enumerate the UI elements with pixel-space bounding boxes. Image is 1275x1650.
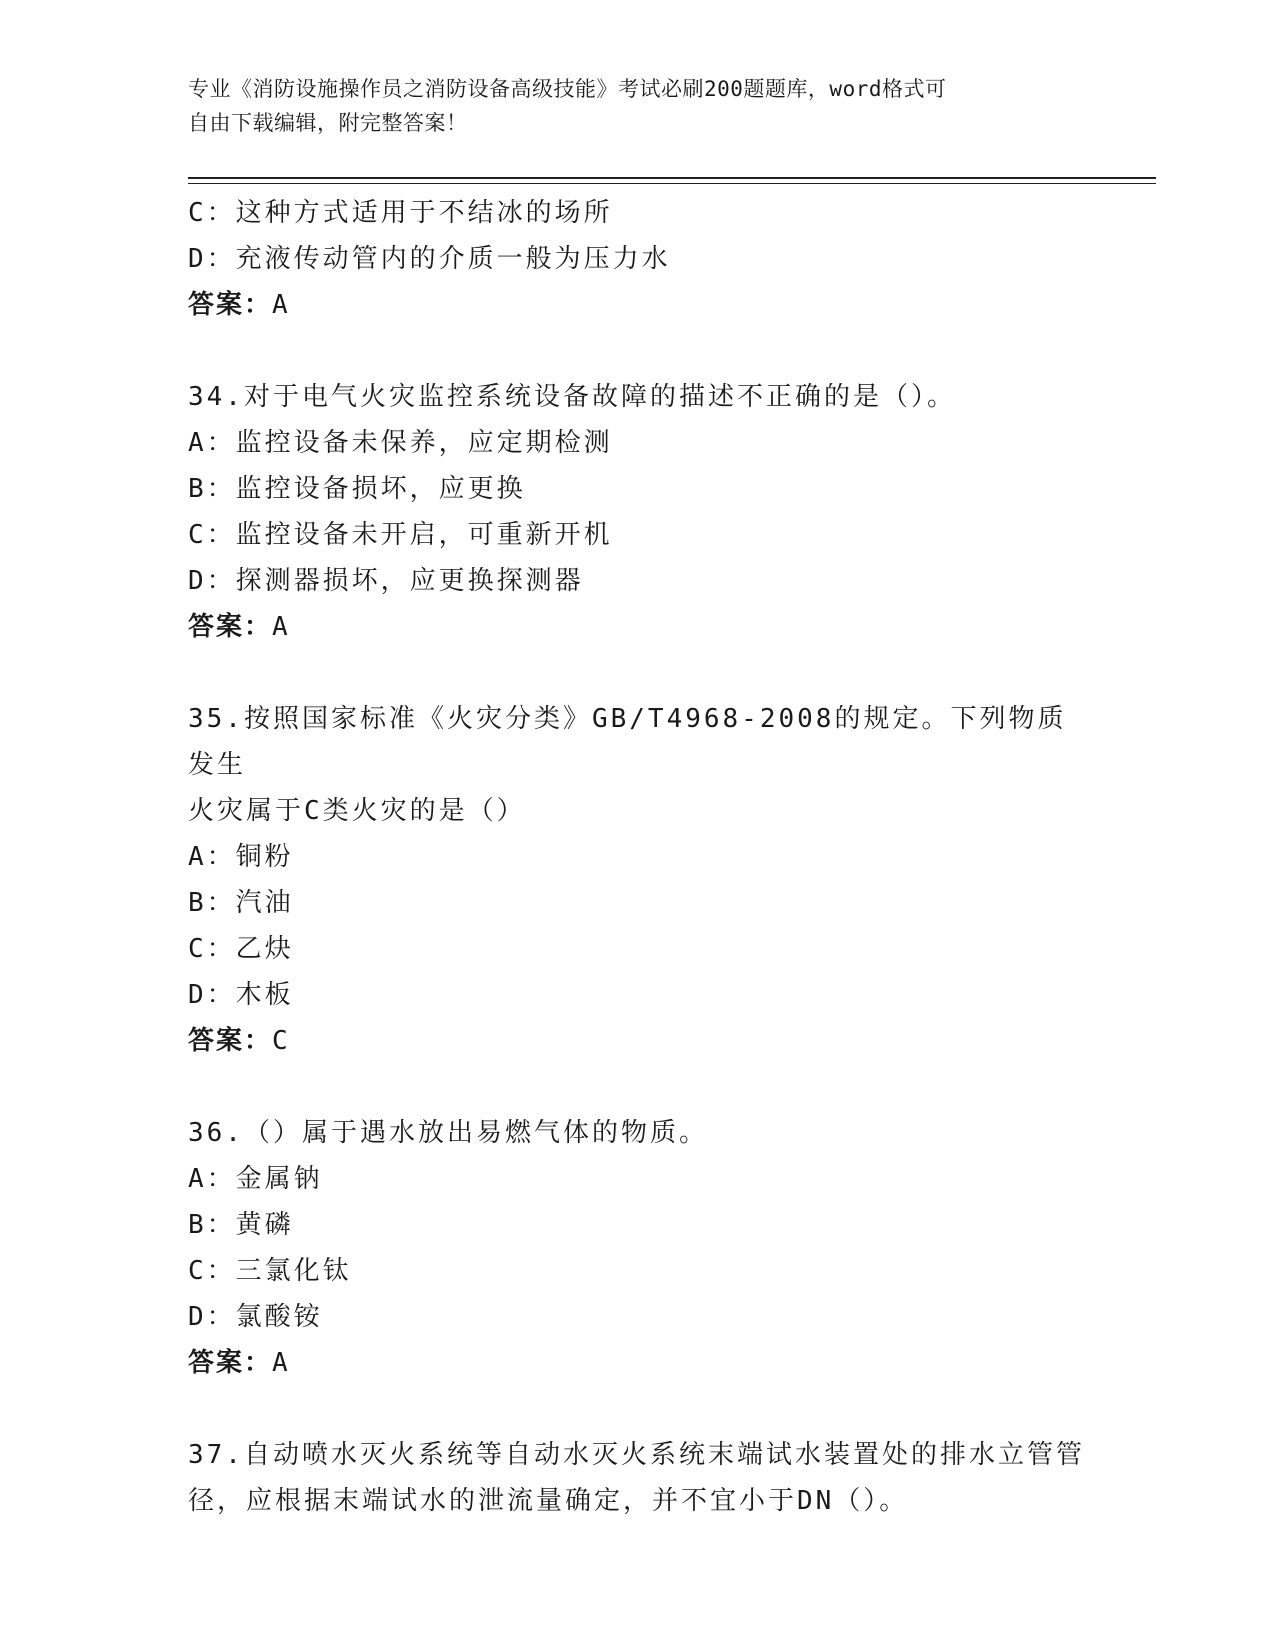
answer-line — [188, 1018, 1088, 1064]
question-list — [188, 190, 1088, 1524]
question-37 — [188, 1432, 1088, 1524]
answer-value: C — [272, 1026, 290, 1056]
spacer — [188, 1064, 1088, 1110]
answer-line — [188, 1340, 1088, 1386]
answer-value: A — [272, 612, 290, 642]
question-36 — [188, 1110, 1088, 1386]
question-35 — [188, 696, 1088, 1064]
answer-label: 答案： — [188, 290, 273, 320]
question-33-carryover — [188, 190, 1088, 328]
question-stem: 37.自动喷水灭火系统等自动水灭火系统末端试水装置处的排水立管管 — [188, 1440, 1085, 1470]
answer-label: 答案： — [188, 1026, 273, 1056]
option-d: D：氯酸铵 — [188, 1302, 323, 1332]
header-divider-thick — [188, 177, 1156, 179]
option-b: B：监控设备损坏，应更换 — [188, 474, 526, 504]
question-34 — [188, 374, 1088, 650]
answer-label: 答案： — [188, 612, 273, 642]
question-stem: 34.对于电气火灾监控系统设备故障的描述不正确的是（）。 — [188, 382, 956, 412]
answer-line — [188, 282, 1088, 328]
answer-line — [188, 604, 1088, 650]
option-c: C：三氯化钛 — [188, 1256, 352, 1286]
question-stem-continued: 火灾属于C类火灾的是（） — [188, 796, 526, 826]
question-stem-continued: 径，应根据末端试水的泄流量确定，并不宜小于DN（）。 — [188, 1486, 909, 1516]
spacer — [188, 1386, 1088, 1432]
spacer — [188, 650, 1088, 696]
option-c: C：乙炔 — [188, 934, 294, 964]
question-stem: 35.按照国家标准《火灾分类》GB/T4968-2008的规定。下列物质发生 — [188, 704, 1067, 780]
option-b: B：汽油 — [188, 888, 294, 918]
option-a: A：铜粉 — [188, 842, 294, 872]
spacer — [188, 328, 1088, 374]
header-line-2: 自由下载编辑，附完整答案！ — [188, 111, 468, 135]
answer-label: 答案： — [188, 1348, 273, 1378]
header-divider-thin — [188, 183, 1156, 184]
option-d: D：探测器损坏，应更换探测器 — [188, 566, 584, 596]
question-stem: 36.（）属于遇水放出易燃气体的物质。 — [188, 1118, 708, 1148]
answer-value: A — [272, 1348, 290, 1378]
answer-value: A — [272, 290, 290, 320]
option-b: B：黄磷 — [188, 1210, 294, 1240]
option-a: A：金属钠 — [188, 1164, 323, 1194]
document-header — [188, 72, 1068, 140]
option-d: D：木板 — [188, 980, 294, 1010]
option-a: A：监控设备未保养，应定期检测 — [188, 428, 613, 458]
option-c: C：这种方式适用于不结冰的场所 — [188, 198, 613, 228]
header-line-1: 专业《消防设施操作员之消防设备高级技能》考试必刷200题题库，word格式可 — [188, 77, 947, 101]
option-d: D：充液传动管内的介质一般为压力水 — [188, 244, 671, 274]
option-c: C：监控设备未开启，可重新开机 — [188, 520, 613, 550]
